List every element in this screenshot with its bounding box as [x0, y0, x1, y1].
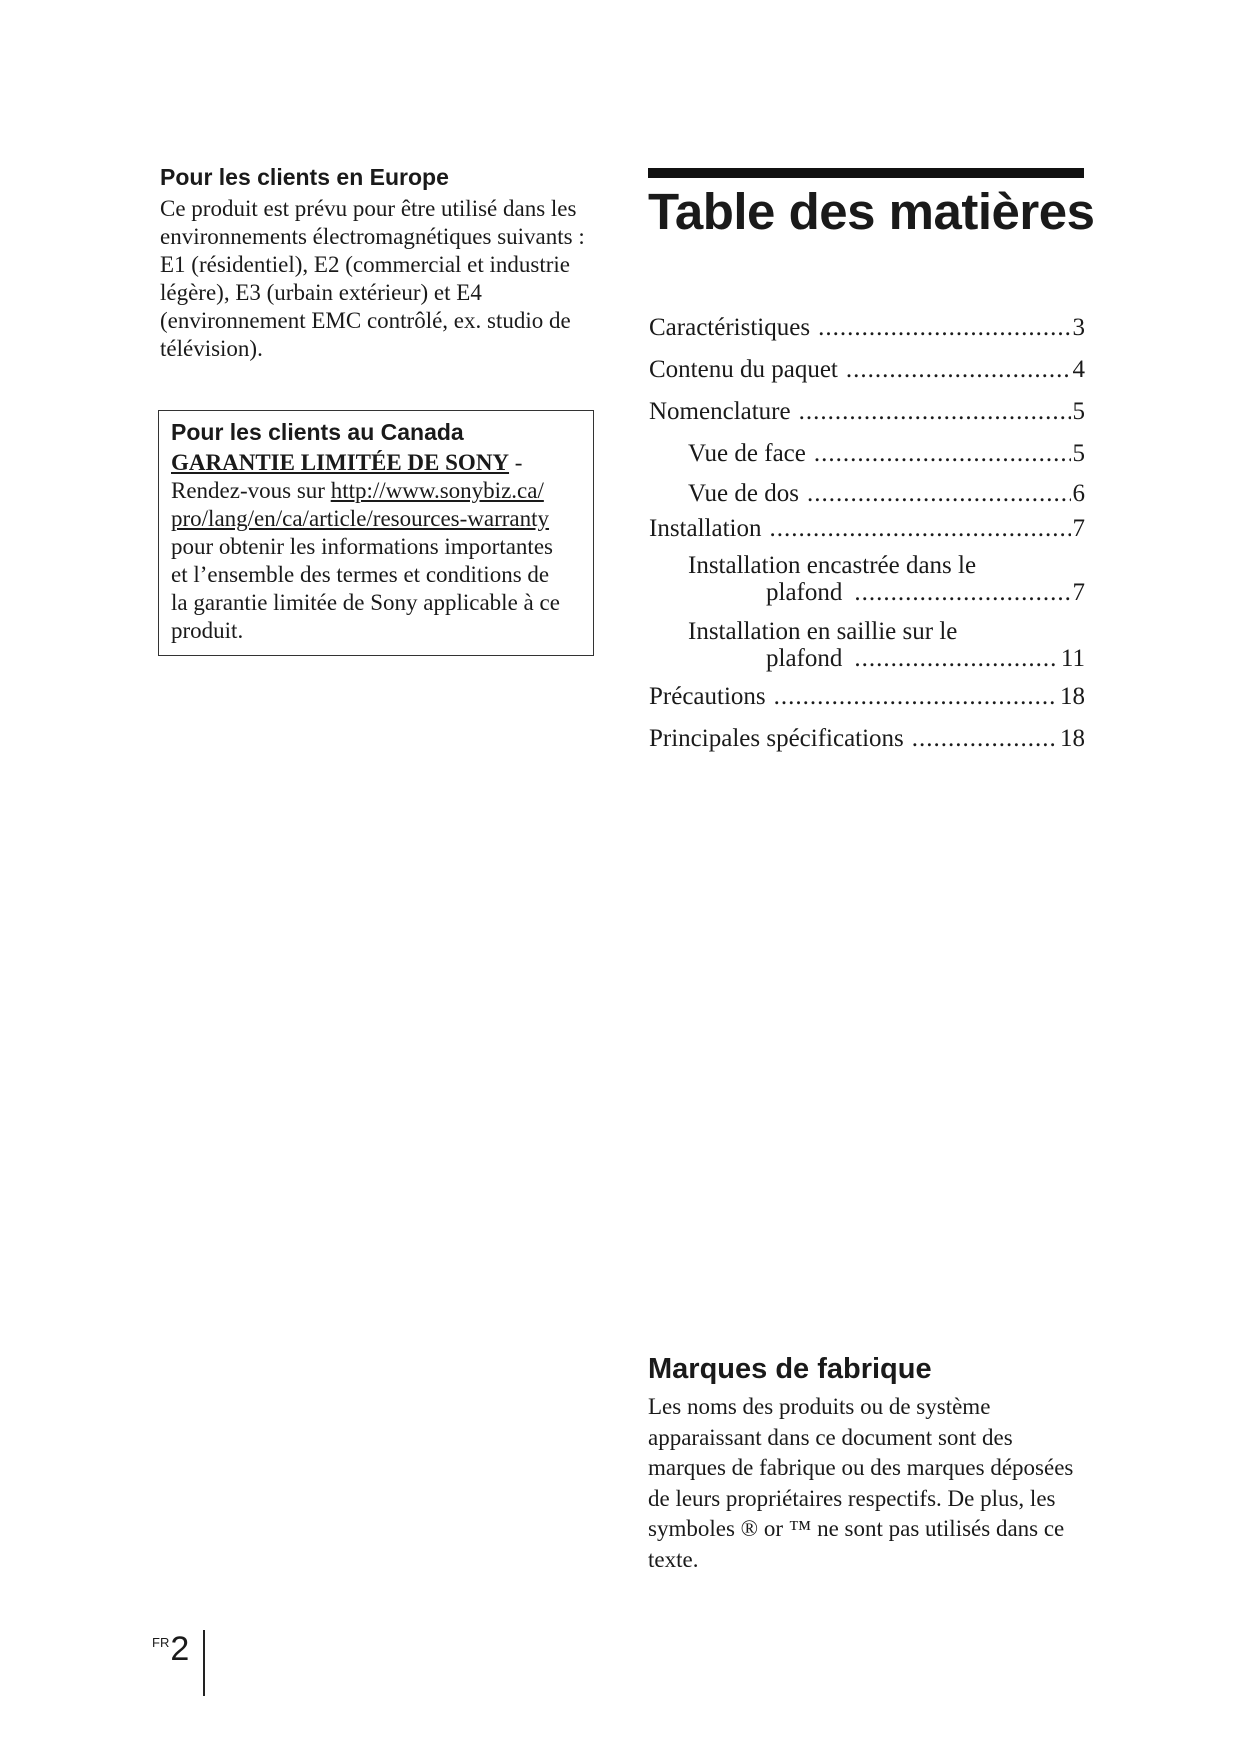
- toc-leader-dots: [814, 439, 1071, 469]
- toc-entry-vue-de-dos[interactable]: [649, 479, 1085, 514]
- visit-line: [171, 477, 583, 505]
- toc-leader-dots: [774, 682, 1058, 712]
- toc-leader-dots: [807, 479, 1071, 509]
- toc-leader-dots: [799, 397, 1071, 427]
- toc-leader-dots: [769, 514, 1070, 544]
- toc-entry-caracteristiques[interactable]: [649, 313, 1085, 355]
- warranty-line: [171, 449, 583, 477]
- toc-entry-label: Nomenclature: [649, 398, 791, 425]
- canada-heading: Pour les clients au Canada: [171, 419, 464, 445]
- warranty-url-part2[interactable]: pro/lang/en/ca/article/resources-warranty: [171, 506, 550, 531]
- toc-entry-nomenclature[interactable]: [649, 397, 1085, 439]
- url-line: [171, 505, 583, 533]
- toc-leader-dots: [818, 313, 1070, 343]
- toc-entry-page: 7: [1072, 579, 1085, 606]
- trademarks-body: Les noms des produits ou de système apparaissant dans ce document sont des marques de fabrique ou des marques déposées de leurs propriétaires respectifs. De plus, les symboles ® or ™ ne sont pas utilisés dans ce texte.: [648, 1394, 1074, 1572]
- toc-entry-installation[interactable]: [649, 514, 1085, 552]
- toc-entry-precautions[interactable]: [649, 682, 1085, 724]
- toc-entry-label: Vue de dos: [688, 480, 799, 507]
- toc-entry-label: Vue de face: [688, 440, 806, 467]
- europe-body: Ce produit est prévu pour être utilisé dans les environnements électromagnétiques suivants : E1 (résidentiel), E2 (commercial et industrie légère), E3 (urbain extérieur) et E4 (environnement EMC contrôlé, ex. studio de télévision).: [160, 196, 585, 361]
- visit-text: Rendez-vous sur: [171, 478, 331, 503]
- canada-line-6: la garantie limitée de Sony applicable à ce: [171, 590, 560, 615]
- toc-entry-label: Principales spécifications: [649, 725, 904, 752]
- toc-entry-label: Précautions: [649, 683, 766, 710]
- toc-entry-specifications[interactable]: [649, 724, 1085, 766]
- europe-heading: Pour les clients en Europe: [160, 164, 449, 190]
- toc-entry-label: Installation: [649, 515, 762, 542]
- toc-list: [649, 313, 1085, 766]
- toc-entry-contenu[interactable]: [649, 355, 1085, 397]
- toc-entry-continuation: [688, 579, 1085, 606]
- canada-line-5: et l’ensemble des termes et conditions de: [171, 562, 550, 587]
- page-number: [152, 1632, 205, 1702]
- canada-line-4: pour obtenir les informations importantes: [171, 534, 553, 559]
- toc-entry-page: 7: [1072, 515, 1085, 542]
- canada-line-7: produit.: [171, 618, 244, 643]
- language-code: FR: [152, 1635, 170, 1650]
- toc-entry-page: 6: [1072, 480, 1085, 507]
- toc-entry-page: 3: [1072, 314, 1085, 341]
- toc-entry-label-cont: plafond: [766, 645, 843, 672]
- page-number-divider: [203, 1630, 205, 1696]
- canada-notice-box: [158, 410, 594, 656]
- toc-entry-page: 5: [1072, 440, 1085, 467]
- toc-entry-page: 18: [1060, 725, 1085, 752]
- toc-title-rule: [648, 168, 1084, 178]
- toc-leader-dots: [846, 355, 1071, 385]
- toc-entry-page: 5: [1072, 398, 1085, 425]
- toc-entry-vue-de-face[interactable]: [649, 439, 1085, 479]
- toc-leader-dots: [854, 579, 1070, 606]
- toc-entry-label-cont: plafond: [766, 579, 843, 606]
- trademarks-heading: Marques de fabrique: [648, 1353, 932, 1385]
- warranty-url-part1[interactable]: http://www.sonybiz.ca/: [330, 478, 544, 503]
- toc-leader-dots: [912, 724, 1058, 754]
- trademarks-section: [648, 1352, 1084, 1575]
- warranty-separator: -: [509, 450, 523, 475]
- toc-entry-page: 11: [1060, 645, 1085, 672]
- toc-entry-page: 18: [1060, 683, 1085, 710]
- toc-entry-continuation: [688, 645, 1085, 672]
- toc-entry-label: Installation encastrée dans le: [688, 552, 977, 579]
- toc-entry-label: Installation en saillie sur le: [688, 618, 958, 645]
- warranty-link[interactable]: GARANTIE LIMITÉE DE SONY: [171, 450, 510, 475]
- toc-entry-installation-saillie[interactable]: [649, 618, 1085, 682]
- toc-entry-page: 4: [1072, 356, 1085, 383]
- toc-entry-label: Caractéristiques: [649, 314, 811, 341]
- toc-entry-label: Contenu du paquet: [649, 356, 838, 383]
- page-number-value: 2: [170, 1630, 190, 1668]
- europe-notice: [160, 163, 600, 363]
- toc-title: Table des matières: [648, 183, 1095, 240]
- toc-leader-dots: [854, 645, 1059, 672]
- toc-entry-installation-encastree[interactable]: [649, 552, 1085, 618]
